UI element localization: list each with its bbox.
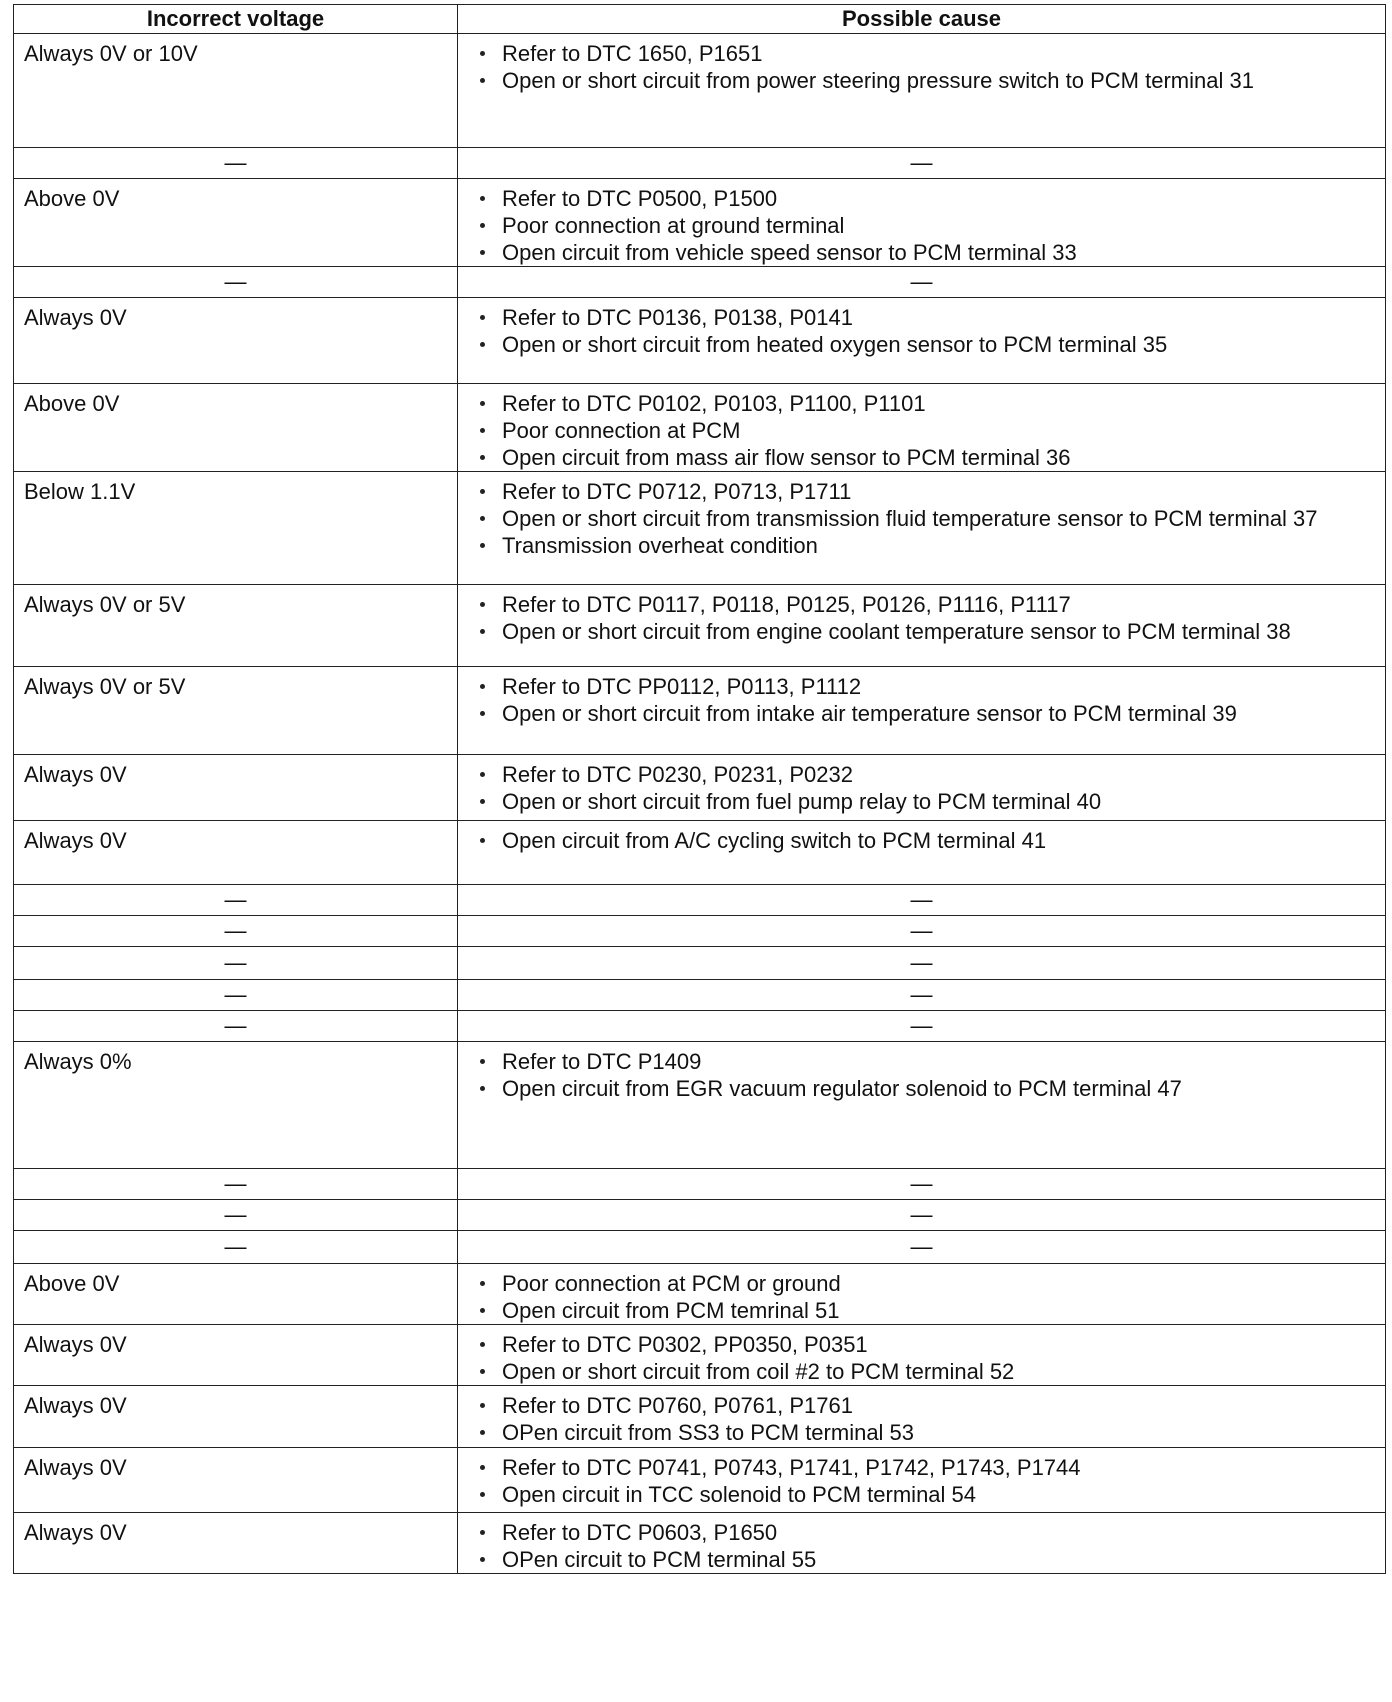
voltage-placeholder-dash: — xyxy=(14,1231,458,1264)
cause-item: Open circuit from mass air flow sensor to PCM terminal 36 xyxy=(476,444,1377,471)
incorrect-voltage-cell: Above 0V xyxy=(14,179,458,267)
cause-item: OPen circuit from SS3 to PCM terminal 53 xyxy=(476,1419,1377,1446)
table-row xyxy=(14,885,1386,916)
incorrect-voltage-cell: Always 0V xyxy=(14,1448,458,1513)
cause-item: Open or short circuit from intake air temperature sensor to PCM terminal 39 xyxy=(476,700,1377,727)
cause-list xyxy=(476,478,1377,559)
cause-placeholder-dash: — xyxy=(458,885,1386,916)
possible-cause-cell xyxy=(458,1042,1386,1169)
table-row xyxy=(14,667,1386,755)
cause-item: Open or short circuit from transmission fluid temperature sensor to PCM terminal 37 xyxy=(476,505,1377,532)
cause-item: Open or short circuit from engine coolant temperature sensor to PCM terminal 38 xyxy=(476,618,1377,645)
cause-list xyxy=(476,1392,1377,1446)
cause-list xyxy=(476,673,1377,727)
incorrect-voltage-cell: Above 0V xyxy=(14,384,458,472)
cause-item: Refer to DTC P0712, P0713, P1711 xyxy=(476,478,1377,505)
voltage-placeholder-dash: — xyxy=(14,885,458,916)
table-row xyxy=(14,148,1386,179)
table-row xyxy=(14,267,1386,298)
cause-item: Refer to DTC P0500, P1500 xyxy=(476,185,1377,212)
table-row xyxy=(14,1325,1386,1386)
table-row xyxy=(14,1042,1386,1169)
voltage-placeholder-dash: — xyxy=(14,267,458,298)
cause-item: Open circuit in TCC solenoid to PCM terminal 54 xyxy=(476,1481,1377,1508)
table-row xyxy=(14,1011,1386,1042)
table-row xyxy=(14,755,1386,821)
cause-item: Refer to DTC P1409 xyxy=(476,1048,1377,1075)
incorrect-voltage-cell: Always 0V xyxy=(14,1513,458,1574)
incorrect-voltage-cell: Always 0V xyxy=(14,298,458,384)
incorrect-voltage-cell: Always 0V xyxy=(14,1325,458,1386)
cause-item: Open or short circuit from coil #2 to PCM terminal 52 xyxy=(476,1358,1377,1385)
possible-cause-cell xyxy=(458,585,1386,667)
cause-placeholder-dash: — xyxy=(458,916,1386,947)
cause-item: Refer to DTC P0230, P0231, P0232 xyxy=(476,761,1377,788)
table-row xyxy=(14,1448,1386,1513)
cause-item: Poor connection at PCM or ground xyxy=(476,1270,1377,1297)
cause-item: Refer to DTC P0302, PP0350, P0351 xyxy=(476,1331,1377,1358)
cause-placeholder-dash: — xyxy=(458,1231,1386,1264)
incorrect-voltage-cell: Always 0V or 5V xyxy=(14,585,458,667)
table-row xyxy=(14,179,1386,267)
header-incorrect-voltage: Incorrect voltage xyxy=(14,5,458,34)
table-row xyxy=(14,1169,1386,1200)
table-row xyxy=(14,916,1386,947)
cause-item: Refer to DTC P0136, P0138, P0141 xyxy=(476,304,1377,331)
possible-cause-cell xyxy=(458,821,1386,885)
table-row xyxy=(14,1386,1386,1448)
cause-item: Poor connection at ground terminal xyxy=(476,212,1377,239)
cause-item: Open or short circuit from power steering pressure switch to PCM terminal 31 xyxy=(476,67,1377,94)
cause-item: Open circuit from A/C cycling switch to PCM terminal 41 xyxy=(476,827,1377,854)
incorrect-voltage-cell: Below 1.1V xyxy=(14,472,458,585)
possible-cause-cell xyxy=(458,1448,1386,1513)
possible-cause-cell xyxy=(458,472,1386,585)
cause-placeholder-dash: — xyxy=(458,1169,1386,1200)
table-row xyxy=(14,947,1386,980)
cause-item: Refer to DTC P0603, P1650 xyxy=(476,1519,1377,1546)
possible-cause-cell xyxy=(458,1386,1386,1448)
cause-list xyxy=(476,827,1377,854)
cause-item: Refer to DTC P0760, P0761, P1761 xyxy=(476,1392,1377,1419)
cause-list xyxy=(476,1331,1377,1385)
incorrect-voltage-cell: Above 0V xyxy=(14,1264,458,1325)
cause-item: Refer to DTC PP0112, P0113, P1112 xyxy=(476,673,1377,700)
voltage-placeholder-dash: — xyxy=(14,947,458,980)
cause-item: Open circuit from EGR vacuum regulator solenoid to PCM terminal 47 xyxy=(476,1075,1377,1102)
table-row xyxy=(14,1231,1386,1264)
possible-cause-cell xyxy=(458,1264,1386,1325)
incorrect-voltage-cell: Always 0V or 5V xyxy=(14,667,458,755)
cause-list xyxy=(476,40,1377,94)
table-row xyxy=(14,821,1386,885)
incorrect-voltage-cell: Always 0% xyxy=(14,1042,458,1169)
cause-list xyxy=(476,390,1377,471)
table-header-row xyxy=(14,5,1386,34)
cause-placeholder-dash: — xyxy=(458,148,1386,179)
cause-list xyxy=(476,1454,1377,1508)
voltage-cause-table xyxy=(13,4,1386,1574)
voltage-placeholder-dash: — xyxy=(14,1200,458,1231)
cause-item: Refer to DTC P0102, P0103, P1100, P1101 xyxy=(476,390,1377,417)
cause-item: Open circuit from vehicle speed sensor to PCM terminal 33 xyxy=(476,239,1377,266)
table-row xyxy=(14,1264,1386,1325)
voltage-placeholder-dash: — xyxy=(14,148,458,179)
possible-cause-cell xyxy=(458,755,1386,821)
possible-cause-cell xyxy=(458,1325,1386,1386)
cause-list xyxy=(476,304,1377,358)
cause-list xyxy=(476,761,1377,815)
incorrect-voltage-cell: Always 0V xyxy=(14,1386,458,1448)
cause-item: OPen circuit to PCM terminal 55 xyxy=(476,1546,1377,1573)
cause-placeholder-dash: — xyxy=(458,980,1386,1011)
possible-cause-cell xyxy=(458,179,1386,267)
cause-placeholder-dash: — xyxy=(458,1011,1386,1042)
cause-placeholder-dash: — xyxy=(458,1200,1386,1231)
cause-list xyxy=(476,591,1377,645)
table-row xyxy=(14,298,1386,384)
cause-placeholder-dash: — xyxy=(458,947,1386,980)
cause-list xyxy=(476,1048,1377,1102)
incorrect-voltage-cell: Always 0V xyxy=(14,821,458,885)
voltage-placeholder-dash: — xyxy=(14,1169,458,1200)
table-row xyxy=(14,472,1386,585)
table-row xyxy=(14,1513,1386,1574)
cause-list xyxy=(476,1519,1377,1573)
possible-cause-cell xyxy=(458,34,1386,148)
cause-item: Refer to DTC 1650, P1651 xyxy=(476,40,1377,67)
incorrect-voltage-cell: Always 0V xyxy=(14,755,458,821)
possible-cause-cell xyxy=(458,1513,1386,1574)
cause-item: Transmission overheat condition xyxy=(476,532,1377,559)
cause-item: Refer to DTC P0117, P0118, P0125, P0126, P1116, P1117 xyxy=(476,591,1377,618)
table-row xyxy=(14,34,1386,148)
voltage-placeholder-dash: — xyxy=(14,916,458,947)
voltage-placeholder-dash: — xyxy=(14,1011,458,1042)
voltage-placeholder-dash: — xyxy=(14,980,458,1011)
table-row xyxy=(14,980,1386,1011)
possible-cause-cell xyxy=(458,298,1386,384)
table-row xyxy=(14,585,1386,667)
cause-item: Open or short circuit from heated oxygen sensor to PCM terminal 35 xyxy=(476,331,1377,358)
table-row xyxy=(14,1200,1386,1231)
cause-item: Refer to DTC P0741, P0743, P1741, P1742, P1743, P1744 xyxy=(476,1454,1377,1481)
possible-cause-cell xyxy=(458,384,1386,472)
table-row xyxy=(14,384,1386,472)
possible-cause-cell xyxy=(458,667,1386,755)
cause-placeholder-dash: — xyxy=(458,267,1386,298)
header-possible-cause: Possible cause xyxy=(458,5,1386,34)
cause-list xyxy=(476,185,1377,266)
incorrect-voltage-cell: Always 0V or 10V xyxy=(14,34,458,148)
cause-item: Open or short circuit from fuel pump relay to PCM terminal 40 xyxy=(476,788,1377,815)
cause-list xyxy=(476,1270,1377,1324)
cause-item: Open circuit from PCM temrinal 51 xyxy=(476,1297,1377,1324)
cause-item: Poor connection at PCM xyxy=(476,417,1377,444)
